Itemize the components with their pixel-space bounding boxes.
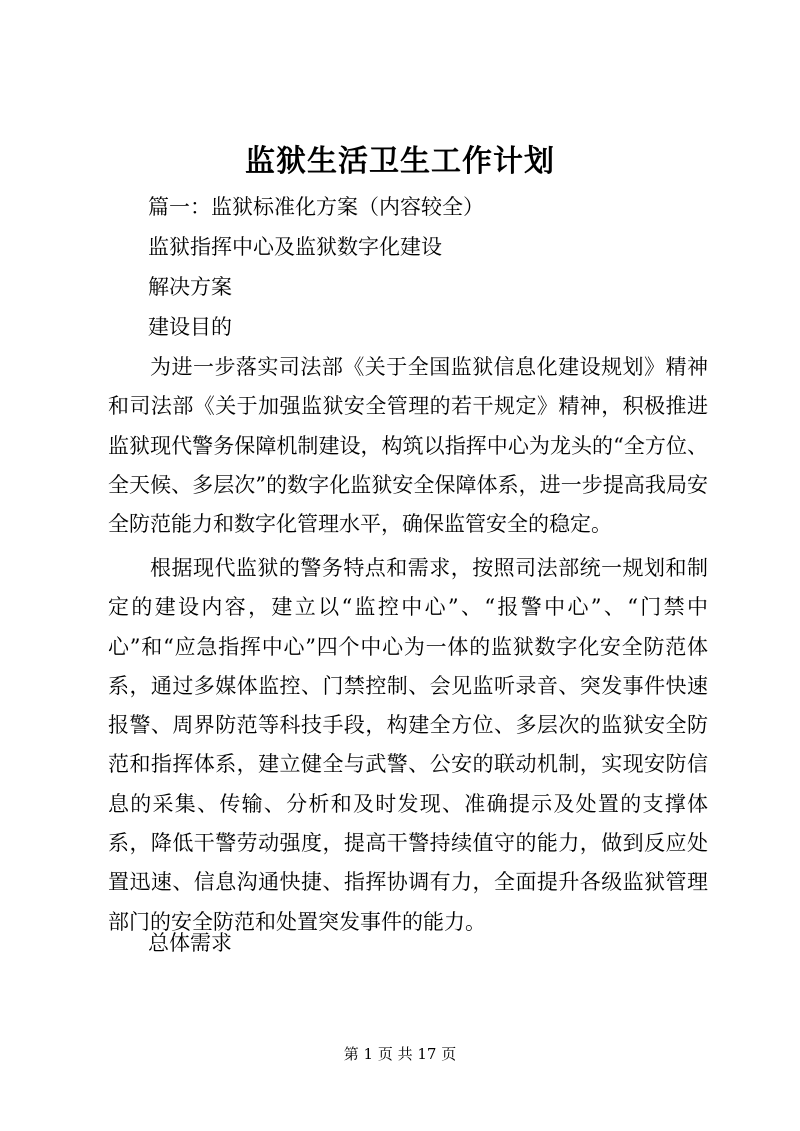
page-title: 监狱生活卫生工作计划 — [245, 144, 555, 179]
body-paragraph: 为进一步落实司法部《关于全国监狱信息化建设规划》精神和司法部《关于加强监狱安全管理的若干规定》精神，积极推进监狱现代警务保障机制建设，构筑以指挥中心为龙头的“全方位、全天候、多层次”的数字化监狱安全保障体系，进一步提高我局安全防范能力和数字化管理水平，确保监管安全的稳定。 — [108, 355, 708, 537]
page-footer: 第 1 页 共 17 页 — [343, 1045, 457, 1063]
subtitle-line: 解决方案 — [148, 275, 232, 299]
subtitle-line: 监狱指挥中心及监狱数字化建设 — [148, 235, 442, 259]
section-heading: 建设目的 — [148, 315, 232, 339]
body-paragraph: 根据现代监狱的警务特点和需求，按照司法部统一规划和制定的建设内容，建立以“监控中心”、“报警中心”、“门禁中心”和“应急指挥中心”四个中心为一体的监狱数字化安全防范体系，通过多媒体监控、门禁控制、会见监听录音、突发事件快速报警、周界防范等科技手段，构建全方位、多层次的监狱安全防范和指挥体系，建立健全与武警、公安的联动机制，实现安防信息的采集、传输、分析和及时发现、准确提示及处置的支撑体系，降低干警劳动强度，提高干警持续值守的能力，做到反应处置迅速、信息沟通快捷、指挥协调有力，全面提升各级监狱管理部门的安全防范和处置突发事件的能力。 — [108, 556, 708, 934]
section-heading: 总体需求 — [148, 931, 232, 955]
subtitle-line: 篇一：监狱标准化方案（内容较全） — [148, 195, 484, 219]
